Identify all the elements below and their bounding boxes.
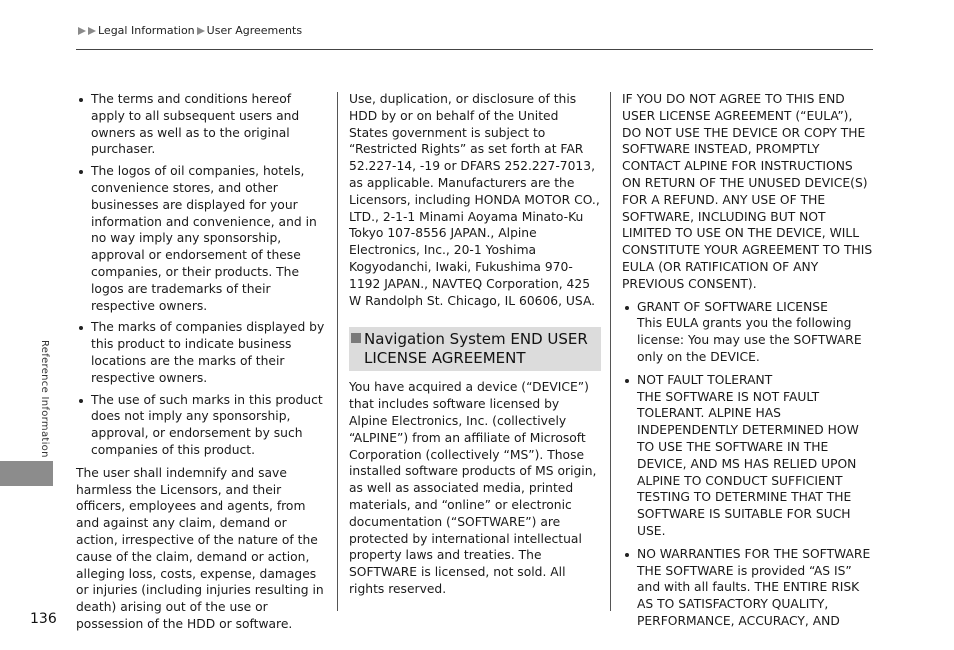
item-body: This EULA grants you the following license: You may use the SOFTWARE only on the DEVICE. <box>637 316 862 364</box>
arrow-icon <box>197 27 205 35</box>
list-item: The use of such marks in this product does not imply any sponsorship, approval, or endorsement by such companies of this product. <box>76 392 328 459</box>
restricted-rights-paragraph: Use, duplication, or disclosure of this HDD by or on behalf of the United States government is subject to “Restricted Rights” as set forth at FAR 52.227-14, -19 or DFARS 252.227-7013, as applicable. Manufacturers are the Licensors, including HONDA MOTOR CO., LTD., 2-1-1 Minami Aoyama Minato-Ku Tokyo 107-8556 JAPAN., Alpine Electronics, Inc., 20-1 Yoshima Kogyodanchi, Iwaki, Fukushima 970-1192 JAPAN., NAVTEQ Corporation, 425 W Randolph St. Chicago, IL 60606, USA. <box>349 92 600 308</box>
column-2 <box>349 91 601 604</box>
column-divider <box>337 92 338 611</box>
item-title: NO WARRANTIES FOR THE SOFTWARE <box>637 546 871 561</box>
breadcrumb <box>78 24 302 37</box>
side-section-label: Reference Information <box>39 340 50 458</box>
column-divider <box>610 92 611 611</box>
arrow-icon <box>88 27 96 35</box>
list-item <box>622 372 874 540</box>
item-body: THE SOFTWARE IS NOT FAULT TOLERANT. ALPINE HAS INDEPENDENTLY DETERMINED HOW TO USE THE SOFTWARE IN THE DEVICE, AND MS HAS RELIED UPON ALPINE TO CONDUCT SUFFICIENT TESTING TO DETERMINE THAT THE SOFTWARE IS SUITABLE FOR SUCH USE. <box>637 389 859 538</box>
bullet-list <box>76 91 328 459</box>
list-item: The logos of oil companies, hotels, convenience stores, and other businesses are displayed for your information and convenience, and in no way imply any sponsorship, approval or endorsement of these companies, or their products. The logos are trademarks of their respective owners. <box>76 163 328 314</box>
item-title: GRANT OF SOFTWARE LICENSE <box>637 299 828 314</box>
indemnity-paragraph: The user shall indemnify and save harmless the Licensors, and their officers, employees and agents, from and against any claim, demand or action, irrespective of the nature of the cause of the claim, demand or action, alleging loss, costs, expense, damages or injuries (including injuries resulting in death) arising out of the use or possession of the HDD or software. <box>76 465 324 631</box>
item-body: THE SOFTWARE is provided “AS IS” and with all faults. THE ENTIRE RISK AS TO SATISFACTORY QUALITY, PERFORMANCE, ACCURACY, AND <box>637 563 860 628</box>
device-paragraph: You have acquired a device (“DEVICE”) that includes software licensed by Alpine Electronics, Inc. (collectively “ALPINE”) from an affiliate of Microsoft Corporation (collectively “MS”). Those installed software products of MS origin, as well as associated media, printed materials, and “online” or electronic documentation (“SOFTWARE”) are protected by international intellectual property laws and treaties. The SOFTWARE is licensed, not sold. All rights reserved. <box>349 380 597 596</box>
list-item <box>622 299 874 366</box>
column-3 <box>622 91 874 636</box>
square-bullet-icon <box>351 333 361 343</box>
eula-items <box>622 299 874 630</box>
page-number: 136 <box>30 611 57 627</box>
item-title: NOT FAULT TOLERANT <box>637 372 773 387</box>
breadcrumb-item[interactable]: User Agreements <box>206 24 303 37</box>
section-heading <box>349 327 601 371</box>
breadcrumb-item[interactable]: Legal Information <box>98 24 195 37</box>
list-item <box>622 546 874 630</box>
header-divider <box>76 49 873 50</box>
section-heading-text: Navigation System END USER LICENSE AGREEMENT <box>364 330 588 368</box>
section-tab <box>0 461 53 486</box>
column-1 <box>76 91 328 639</box>
list-item: The terms and conditions hereof apply to all subsequent users and owners as well as to the original purchaser. <box>76 91 328 158</box>
arrow-icon <box>78 27 86 35</box>
list-item: The marks of companies displayed by this product to indicate business locations are the marks of their respective owners. <box>76 319 328 386</box>
eula-warning-paragraph: IF YOU DO NOT AGREE TO THIS END USER LICENSE AGREEMENT (“EULA”), DO NOT USE THE DEVICE OR COPY THE SOFTWARE INSTEAD, PROMPTLY CONTACT ALPINE FOR INSTRUCTIONS ON RETURN OF THE UNUSED DEVICE(S) FOR A REFUND. ANY USE OF THE SOFTWARE, INCLUDING BUT NOT LIMITED TO USE ON THE DEVICE, WILL CONSTITUTE YOUR AGREEMENT TO THIS EULA (OR RATIFICATION OF ANY PREVIOUS CONSENT). <box>622 92 873 291</box>
